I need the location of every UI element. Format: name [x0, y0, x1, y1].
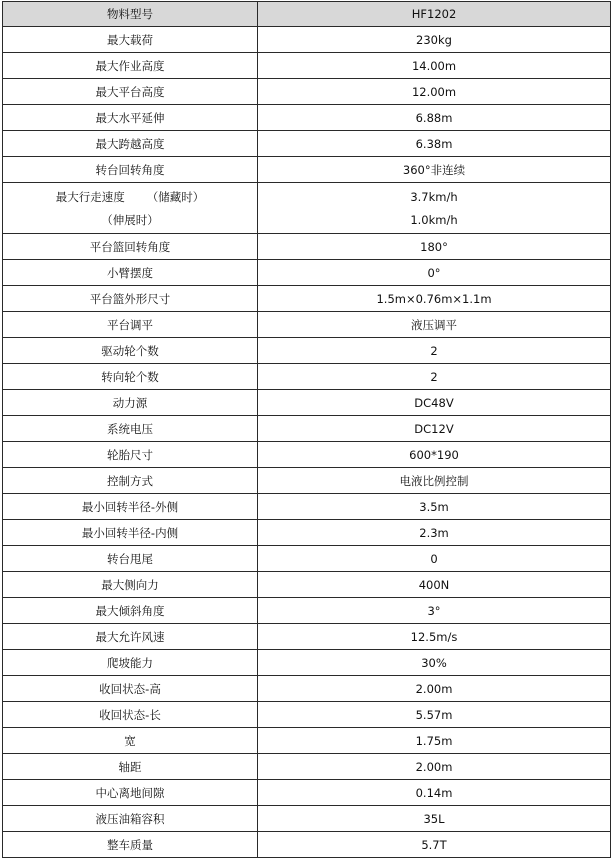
spec-value: 5.7T: [258, 832, 611, 858]
header-value-cell: HF1202: [258, 2, 611, 27]
spec-label: 轮胎尺寸: [3, 442, 258, 468]
table-row: [3, 364, 611, 390]
table-row: [3, 676, 611, 702]
spec-label: 收回状态-高: [3, 676, 258, 702]
table-row: [3, 780, 611, 806]
spec-value: 0.14m: [258, 780, 611, 806]
table-row: [3, 728, 611, 754]
spec-label: 转台回转角度: [3, 157, 258, 183]
speed-label-cell: [3, 183, 258, 234]
spec-label: 中心离地间隙: [3, 780, 258, 806]
spec-label: 平台调平: [3, 312, 258, 338]
table-row: [3, 754, 611, 780]
table-row: [3, 520, 611, 546]
table-header-row: [3, 2, 611, 27]
spec-value: 2.00m: [258, 676, 611, 702]
spec-value: 0: [258, 546, 611, 572]
spec-value: 2: [258, 338, 611, 364]
spec-value: 1.5m×0.76m×1.1m: [258, 286, 611, 312]
spec-label: 最大水平延伸: [3, 105, 258, 131]
spec-label: 转台甩尾: [3, 546, 258, 572]
table-row: [3, 157, 611, 183]
spec-label: 最小回转半径-内侧: [3, 520, 258, 546]
table-row: [3, 416, 611, 442]
table-row: [3, 832, 611, 858]
speed-stowed-value: 3.7km/h: [410, 190, 458, 204]
spec-value: 12.5m/s: [258, 624, 611, 650]
table-row: [3, 390, 611, 416]
spec-value: 液压调平: [258, 312, 611, 338]
spec-label: 轴距: [3, 754, 258, 780]
spec-label: 驱动轮个数: [3, 338, 258, 364]
spec-label: 动力源: [3, 390, 258, 416]
speed-value-cell: [258, 183, 611, 234]
speed-stowed-label: （储藏时）: [146, 190, 205, 204]
table-row: [3, 53, 611, 79]
table-row: [3, 806, 611, 832]
spec-label: 平台篮回转角度: [3, 234, 258, 260]
table-row: [3, 702, 611, 728]
spec-value: 30%: [258, 650, 611, 676]
table-row: [3, 234, 611, 260]
speed-extended-label: （伸展时）: [101, 213, 159, 227]
spec-value: 12.00m: [258, 79, 611, 105]
spec-value: 14.00m: [258, 53, 611, 79]
spec-value: 3.5m: [258, 494, 611, 520]
spec-value: 2.3m: [258, 520, 611, 546]
spec-label: 小臂摆度: [3, 260, 258, 286]
spec-value: 230kg: [258, 27, 611, 53]
table-row: [3, 79, 611, 105]
table-row: [3, 260, 611, 286]
table-row: [3, 27, 611, 53]
spec-value: DC48V: [258, 390, 611, 416]
spec-value: DC12V: [258, 416, 611, 442]
spec-label: 最大跨越高度: [3, 131, 258, 157]
spec-value: 6.88m: [258, 105, 611, 131]
spec-label: 平台篮外形尺寸: [3, 286, 258, 312]
spec-label: 爬坡能力: [3, 650, 258, 676]
table-row: [3, 650, 611, 676]
spec-value: 2.00m: [258, 754, 611, 780]
speed-label: 最大行走速度: [55, 190, 125, 204]
spec-value: 35L: [258, 806, 611, 832]
table-row: [3, 624, 611, 650]
table-row: [3, 442, 611, 468]
spec-label: 收回状态-长: [3, 702, 258, 728]
spec-label: 最大平台高度: [3, 79, 258, 105]
spec-value: 5.57m: [258, 702, 611, 728]
spec-label: 转向轮个数: [3, 364, 258, 390]
spec-label: 整车质量: [3, 832, 258, 858]
spec-label: 最小回转半径-外侧: [3, 494, 258, 520]
spec-label: 系统电压: [3, 416, 258, 442]
table-row: [3, 338, 611, 364]
spec-label: 最大作业高度: [3, 53, 258, 79]
table-row: [3, 572, 611, 598]
table-row: [3, 312, 611, 338]
spec-table: [2, 1, 611, 858]
spec-value: 1.75m: [258, 728, 611, 754]
spec-label: 最大侧向力: [3, 572, 258, 598]
spec-value: 600*190: [258, 442, 611, 468]
spec-label: 最大载荷: [3, 27, 258, 53]
table-row: [3, 546, 611, 572]
table-row: [3, 105, 611, 131]
spec-label: 最大倾斜角度: [3, 598, 258, 624]
spec-value: 0°: [258, 260, 611, 286]
table-row: [3, 286, 611, 312]
table-row: [3, 494, 611, 520]
header-label-cell: 物料型号: [3, 2, 258, 27]
spec-value: 6.38m: [258, 131, 611, 157]
spec-value: 2: [258, 364, 611, 390]
spec-label: 最大允许风速: [3, 624, 258, 650]
spec-table-body: [3, 2, 611, 858]
spec-label: 液压油箱容积: [3, 806, 258, 832]
spec-value: 400N: [258, 572, 611, 598]
spec-label: 控制方式: [3, 468, 258, 494]
spec-label: 宽: [3, 728, 258, 754]
spec-sheet: [2, 1, 610, 858]
spec-value: 180°: [258, 234, 611, 260]
table-row: [3, 598, 611, 624]
spec-value: 电液比例控制: [258, 468, 611, 494]
speed-extended-value: 1.0km/h: [410, 213, 458, 227]
table-row: [3, 468, 611, 494]
speed-row: [3, 183, 611, 234]
spec-value: 3°: [258, 598, 611, 624]
spec-value: 360°非连续: [258, 157, 611, 183]
table-row: [3, 131, 611, 157]
